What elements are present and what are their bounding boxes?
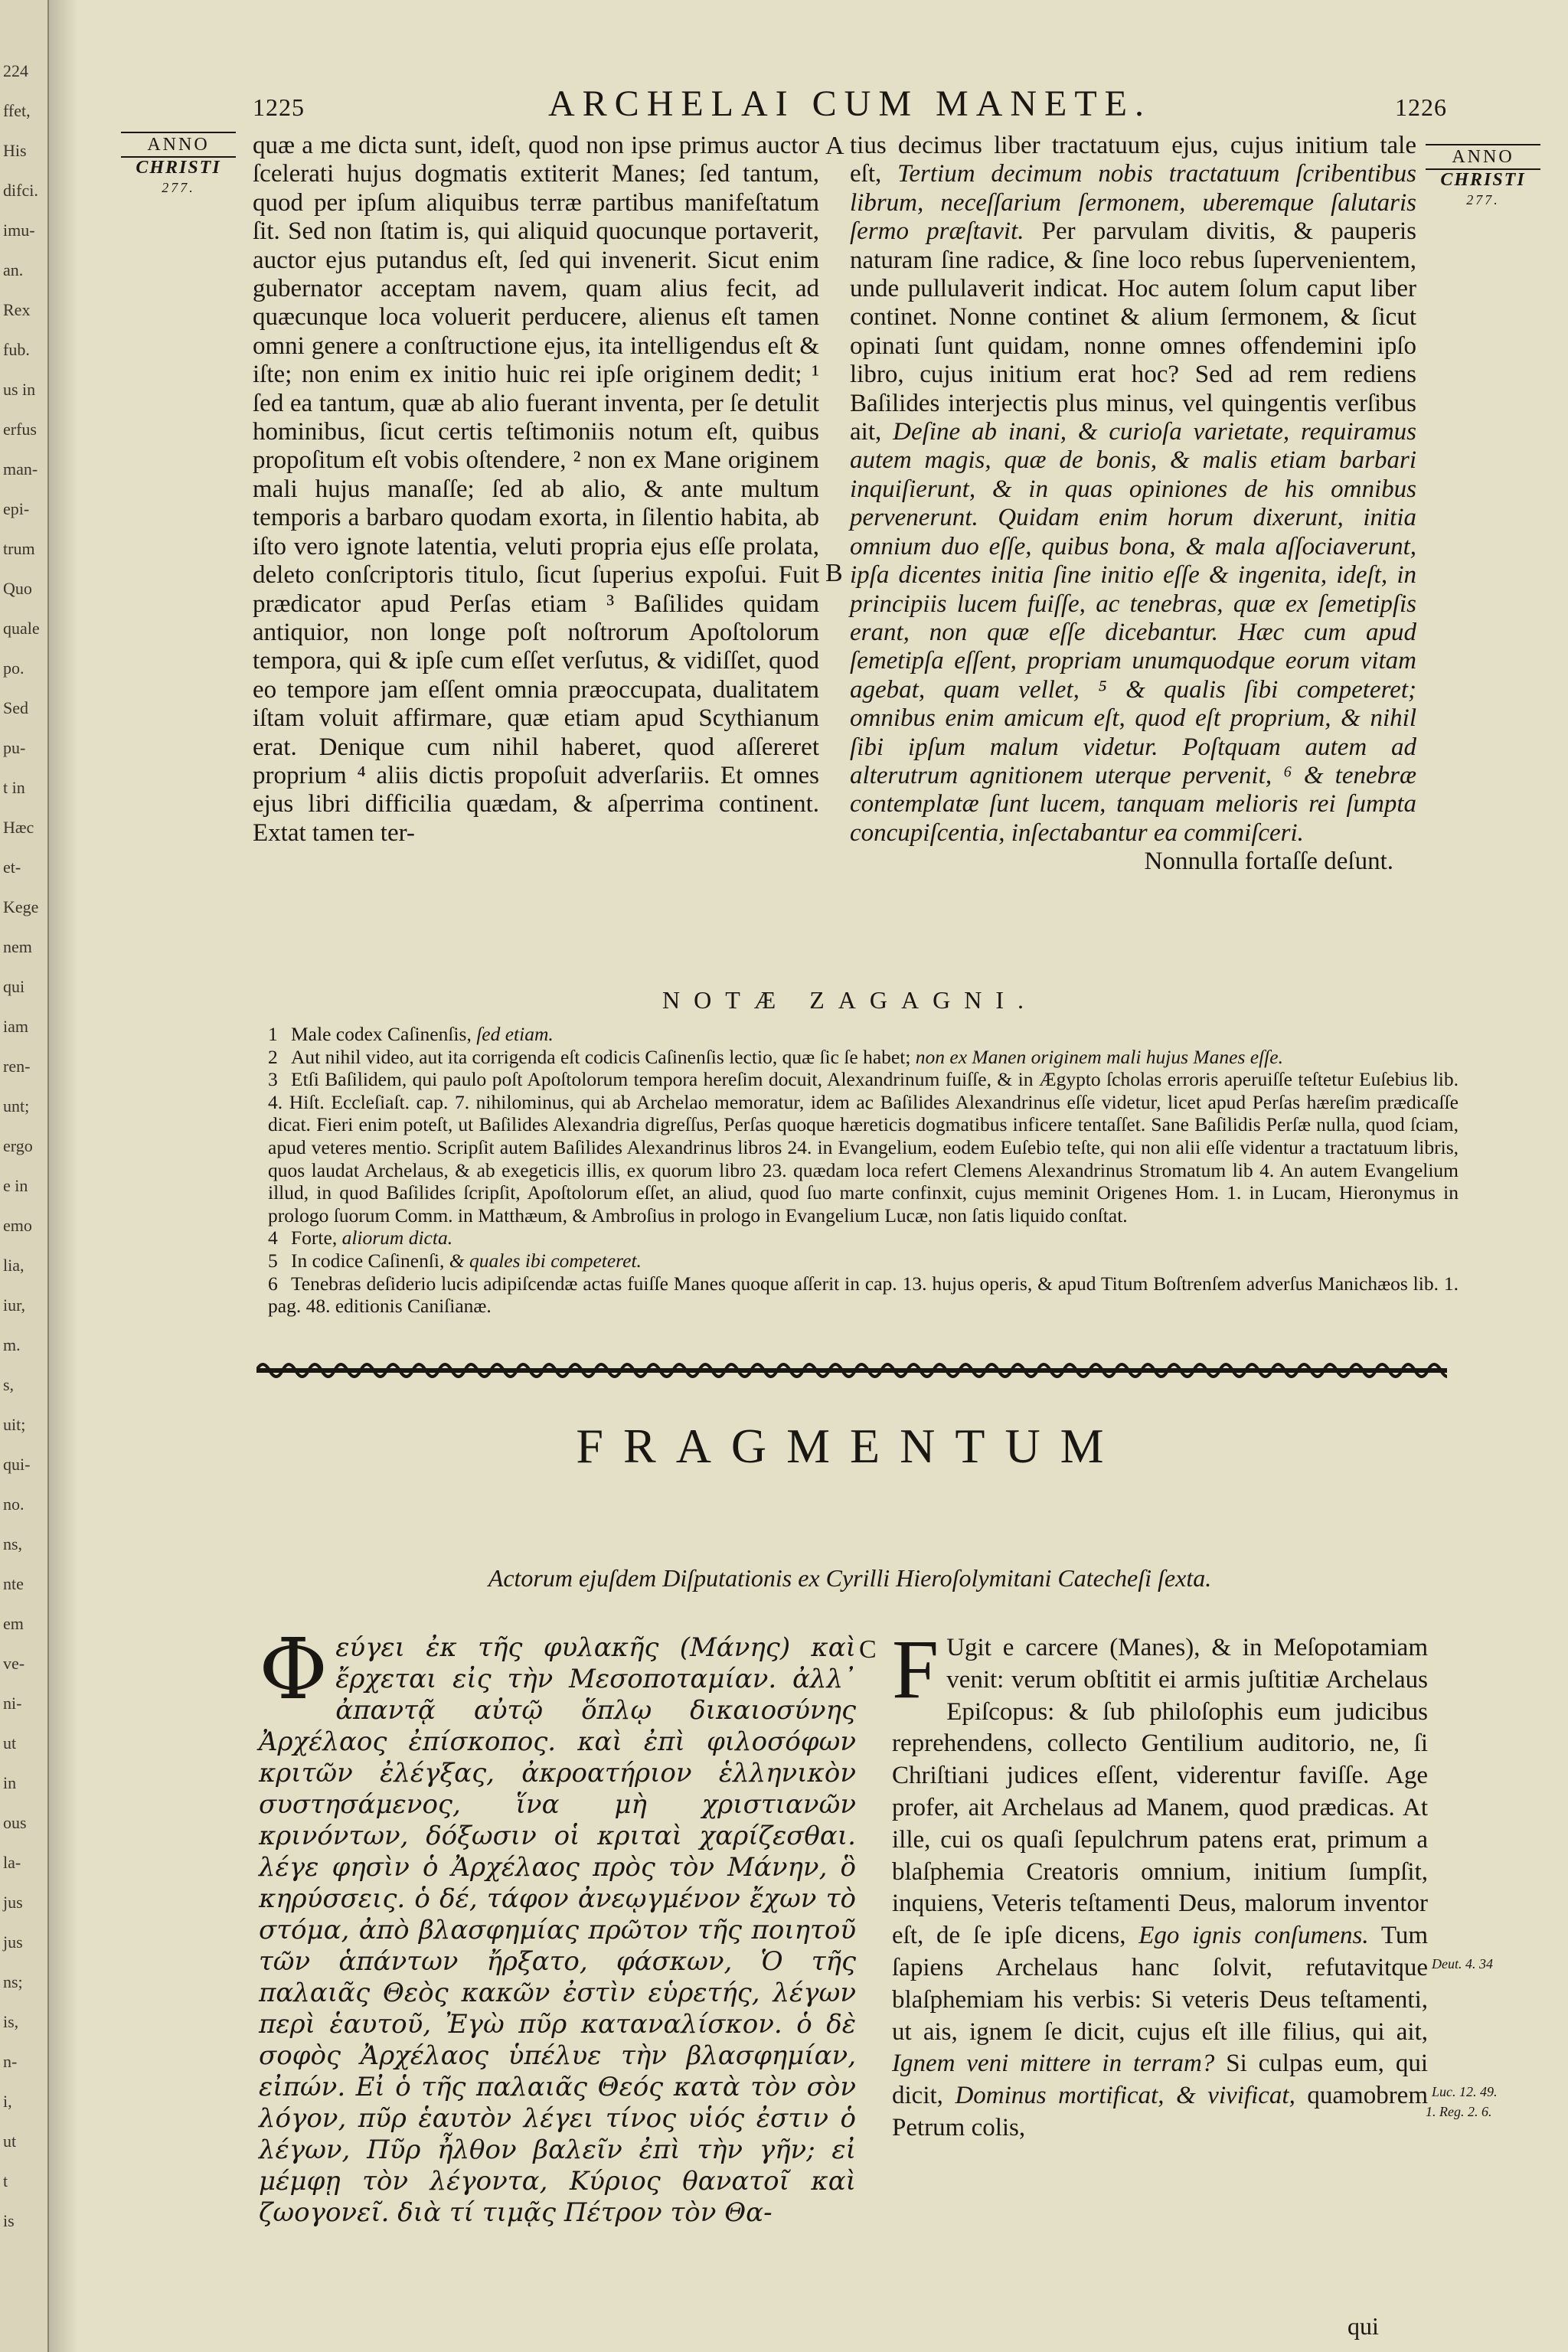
edge-fragment: ffet, [3, 101, 31, 120]
footnote-text: Tenebras deſiderio lucis adipiſcendæ actas fuiſſe Manes quoque aſſerit in cap. 13. hujus operis, & apud Titum Boſtrenſem adverſus Manichæos lib. 1. pag. 48. editionis Caniſianæ. [268, 1272, 1459, 1318]
notes-heading: NOTÆ ZAGAGNI. [662, 986, 1037, 1014]
edge-fragment: is, [3, 2012, 19, 2031]
footnote [268, 1068, 1459, 1227]
edge-fragment: erfus [3, 420, 37, 439]
edge-fragment: po. [3, 658, 24, 678]
lacuna-note: Nonnulla fortaſſe deſunt. [1144, 848, 1393, 876]
margin-marker-b: B [825, 559, 843, 587]
edge-fragment: s, [3, 1375, 15, 1394]
previous-page-edge [0, 0, 49, 2352]
anno-christi-left: ANNO CHRISTI 277. [121, 132, 236, 198]
edge-fragment: nem [3, 937, 32, 956]
edge-fragment: epi- [3, 499, 30, 518]
edge-fragment: is [3, 2211, 15, 2230]
edge-fragment: n- [3, 2052, 18, 2071]
edge-fragment: m. [3, 1335, 21, 1354]
edge-fragment: Rex [3, 300, 31, 319]
left-text-column [253, 132, 819, 848]
running-title: ARCHELAI CUM MANETE. [548, 83, 1152, 124]
footnote [268, 1250, 1459, 1272]
margin-marker-a: A [825, 132, 844, 160]
footnote-italic: non ex Manen originem mali hujus Manes eſſe. [915, 1045, 1283, 1068]
edge-fragment: ns, [3, 1534, 23, 1553]
edge-fragment: Sed [3, 698, 28, 717]
edge-fragment: iur, [3, 1295, 26, 1315]
margin-marker-c: C [859, 1635, 877, 1664]
footnote-number: 1 [268, 1023, 278, 1045]
edge-fragment: uit; [3, 1415, 26, 1434]
footnote [268, 1023, 1459, 1046]
ornamental-divider [256, 1355, 1447, 1386]
edge-fragment: ergo [3, 1136, 33, 1155]
edge-fragment: t [3, 2171, 8, 2190]
margin-ref-deut: Deut. 4. 34 [1432, 1956, 1493, 1971]
edge-fragment: unt; [3, 1096, 30, 1116]
footnote-text: Male codex Caſinenſis, [291, 1023, 477, 1045]
edge-fragment: emo [3, 1216, 32, 1235]
edge-fragment: t in [3, 778, 25, 797]
gutter-shadow [47, 0, 78, 2352]
edge-fragment: us in [3, 380, 36, 399]
footnote-number: 3 [268, 1068, 278, 1091]
anno-christi-right: ANNO CHRISTI 277. [1426, 144, 1540, 210]
edge-fragment: ns; [3, 1972, 23, 1991]
footnote-number: 2 [268, 1045, 278, 1068]
edge-fragment: jus [3, 1893, 23, 1912]
greek-text: εύγει ἐκ τῆς φυλακῆς (Μάνης) καὶ ἔρχεται εἰς τὴν Μεσοποταμίαν. ἀλλ᾽ ἀπαντᾷ αὐτῷ ὅπλῳ δικαιοσύνης Ἀρχέλαος ἐπίσκοπος. καὶ ἐπὶ φιλοσόφων κριτῶν ἐλέγξας, ἀκροατήριον ἑλληνικὸν συστησάμενος, ἵνα μὴ χριστιανῶν κρινόντων, δόξωσιν οἱ κριταὶ χαρίζεσθαι. λέγε φησὶν ὁ Ἀρχέλαος πρὸς τὸν Μάνην, ὃ κηρύσσεις. ὁ δέ, τάφον ἀνεῳγμένον ἔχων τὸ στόμα, ἀπὸ βλασφημίας πρῶτον τῆς ποιητοῦ τῶν ἁπάντων ἤρξατο, φάσκων, Ὁ τῆς παλαιᾶς Θεὸς κακῶν ἐστὶν εὑρετής, λέγων περὶ ἑαυτοῦ, Ἐγὼ πῦρ καταναλίσκον. ὁ δὲ σοφὸς Ἀρχέλαος ὑπέλυε τὴν βλασφημίαν, εἰπών. Εἰ ὁ τῆς παλαιᾶς Θεός κατὰ τὸν σὸν λόγον, πῦρ ἑαυτὸν λέγει τίνος υἱός ἐστιν ὁ λέγων, Πῦρ ἦλθον βαλεῖν ἐπὶ τὴν γῆν; εἰ μέμφῃ τὸν λέγοντα, Κύριος θανατοῖ καὶ ζωογονεῖ. διὰ τί τιμᾷς Πέτρον τὸν Θα- [259, 1632, 856, 2228]
footnote-text: Forte, [291, 1227, 342, 1250]
edge-fragment: ni- [3, 1694, 22, 1713]
edge-fragment: e in [3, 1176, 28, 1195]
edge-fragment: em [3, 1614, 24, 1633]
edge-fragment: man- [3, 459, 38, 479]
edge-fragment: difci. [3, 181, 38, 200]
footnote-text: Aut nihil video, aut ita corrigenda eſt codicis Caſinenſis lectio, quæ ſic ſe habet; [291, 1045, 916, 1068]
edge-fragment: Hæc [3, 818, 34, 837]
edge-fragment: Quo [3, 579, 32, 598]
edge-fragment: Kege [3, 897, 39, 916]
footnote-number: 4 [268, 1227, 278, 1250]
edge-fragment: jus [3, 1932, 23, 1952]
right-text-column [850, 132, 1416, 877]
edge-fragment: an. [3, 260, 24, 279]
edge-fragment: imu- [3, 220, 35, 240]
footnote-italic: aliorum dicta. [341, 1227, 453, 1250]
fragment-title: FRAGMENTUM [576, 1419, 1124, 1473]
edge-fragment: et- [3, 858, 21, 877]
latin-translation-text: F Ugit e carcere (Manes), & in Meſopotamiam venit: verum obſtitit ei armis juſtitiæ Archelaus Epiſcopus: & ſub philoſophis eum judicibus reprehendens, collecto Gentilium auditorio, ne, ſi Chriſtiani judices eſſent, viderentur faviſſe. Age profer, ait Archelaus ad Manem, quod prædicas. At ille, cui os quaſi ſepulchrum patens erat, primum a blaſphemia Creatoris omnium, initium ſumpſit, inquiens, Veteris teſtamenti Deus, malorum inventor eſt, de ſe ipſe dicens, Ego ignis conſumens. Tum ſapiens Archelaus hanc ſolvit, refutavitque blaſphemiam his verbis: Si veteris Deus teſtamenti, ut ais, ignem ſe dicit, cujus eſt ille filius, qui ait, Ignem veni mittere in terram? Si culpas eum, qui dicit, Dominus mortificat, & vivificat, quamobrem Petrum colis, [892, 1622, 1428, 2141]
footnotes [268, 1023, 1459, 1318]
footnote-italic: ſed etiam. [476, 1023, 554, 1045]
footnote [268, 1227, 1459, 1250]
right-column-paragraph: tius decimus liber tractatuum ejus, cujus initium tale eſt, Tertium decimum nobis tractatuum ſcribentibus librum, neceſſarium ſermonem, uberemque ſalutaris ſermo præſtavit. Per parvulam divitis, & pauperis naturam ſine radice, & ſine loco rebus ſupervenientem, unde pullulaverit indicat. Hoc autem ſolum caput liber continet. Nonne continet & alium ſermonem, & ſicut opinati ſunt quidam, nonne omnes offendemini ipſo libro, cujus initium erat hoc? Sed ad rem rediens Baſilides interjectis plus minus, vel quingentis verſibus ait, Deſine ab inani, & curioſa varietate, requiramus autem magis, quæ de bonis, & malis etiam barbari inquiſierunt, & in quas opiniones de his omnibus pervenerunt. Quidam enim horum dixerunt, initia omnium duo eſſe, quibus bona, & mala aſſociaverunt, ipſa dicentes initia ſine initio eſſe & ingenita, ideſt, in principiis lucem fuiſſe, ac tenebras, quæ ex ſemetipſis erant, non quæ eſſe dicebantur. Hæc cum apud ſemetipſa eſſent, propriam unumquodque eorum vitam agebat, quam vellet, ⁵ & qualis ſibi competeret; omnibus enim amicum eſt, quod eſt proprium, & nihil ſibi ipſum malum videtur. Poſtquam autem ad alterutrum agnitionem uterque pervenit, ⁶ & tenebræ contemplatæ ſunt lucem, tanquam melioris rei ſumpta concupiſcentia, inſectabantur ea commiſceri. [850, 132, 1416, 847]
edge-fragment: ren- [3, 1057, 31, 1076]
edge-fragment: la- [3, 1853, 21, 1872]
fragment-subtitle: Actorum ejuſdem Diſputationis ex Cyrilli Hieroſolymitani Catecheſi ſexta. [488, 1564, 1212, 1592]
footnote-italic: & quales ibi competeret. [449, 1249, 642, 1272]
edge-fragment: ve- [3, 1654, 25, 1673]
footnote-number: 5 [268, 1249, 278, 1272]
page-number-left: 1225 [253, 93, 305, 121]
edge-fragment: i, [3, 2092, 12, 2111]
edge-fragment: iam [3, 1017, 28, 1036]
edge-fragment: pu- [3, 738, 26, 757]
edge-fragment: qui [3, 977, 25, 996]
edge-fragment: quale [3, 619, 40, 638]
page-header [253, 83, 1447, 129]
edge-fragment: lia, [3, 1256, 24, 1275]
edge-fragment: ut [3, 2132, 17, 2151]
greek-text-column [259, 1620, 856, 2229]
edge-fragment: qui- [3, 1455, 31, 1474]
footnote [268, 1272, 1459, 1318]
edge-fragment: 224 [3, 61, 28, 80]
margin-ref-luc: Luc. 12. 49. [1432, 2084, 1498, 2099]
latin-drop-cap: F [892, 1622, 939, 1716]
footnote-text: Etſi Baſilidem, qui paulo poſt Apoſtolorum tempora hereſim docuit, Alexandrinum fuiſſe, & in Ægypto ſcholas erroris aperuiſſe teſtetur Euſebius lib. 4. Hiſt. Eccleſiaſt. cap. 7. nihilominus, qui ab Archelao memoratur, idem ac Baſilides Alexandrinus eſſe videtur, licet apud Perſas hæreſim prædicaſſe dicat. Fieri enim poteſt, ut Baſilides Alexandria digreſſus, Perſas quoque hæreticis dogmatibus inficere tentaſſet. Sane Baſilidis Perſæ nulla, quod ſciam, apud veteres mentio. Scripſit autem Baſilides Alexandrinus libros 24. in Evangelium, eodem Euſebio teſte, qui non alii eſſe videntur a tractatuum libris, quos laudat Archelaus, & ab exegeticis illis, ex quorum libro 23. quædam loca refert Clemens Alexandrinus Stromatum lib 4. An autem Evangelium illud, in quod Baſilides ſcripſit, Apoſtolorum eſſet, an aliud, quod ſuo marte confinxit, cujus meminit Origenes Hom. 1. in Lucam, Hieronymus in prologo ſuorum Comm. in Matthæum, & Ambroſius in prologo in Evangelium Lucæ, non ſatis liquido conſtat. [268, 1068, 1459, 1227]
margin-ref-reg: 1. Reg. 2. 6. [1426, 2104, 1492, 2119]
footnote-text: In codice Caſinenſi, [291, 1249, 449, 1272]
greek-drop-cap: Φ [259, 1620, 328, 1718]
edge-fragment: ut [3, 1733, 17, 1753]
edge-fragment: in [3, 1773, 17, 1792]
catchword: qui [1348, 2312, 1379, 2340]
edge-fragment: nte [3, 1574, 24, 1593]
left-column-text: quæ a me dicta sunt, ideſt, quod non ipse primus auctor ſcelerati hujus dogmatis extiterit Manes; ſed tantum, quod per ipſum aliquibus terræ partibus manifeſtatum ſit. Sed non ſtatim is, qui aliquid quocunque portaverit, auctor ejus putandus eſt, ſed qui invenerit. Sicut enim gubernator acceptam navem, quam alius fecit, ad quæcunque loca voluerit perducere, alienus eſt tamen omni genere a conſtructione ejus, ita intelligendus eſt & iſte; non enim ex initio huic rei ipſe originem dedit; ¹ ſed ea tantum, quæ ab alio fuerant inventa, per ſe detulit hominibus, ſicut certis teſtimoniis notum eſt, quibus propoſitum eſt vobis oſtendere, ² non ex Mane originem mali hujus manaſſe; ſed ab alio, & ante multum temporis a barbaro quodam exorta, in ſilentio habita, ab iſto vero ignote latentia, veluti propria ejus eſſe prolata, deleto conſcriptoris titulo, ſicut ſuperius expoſui. Fuit prædicator apud Perſas etiam ³ Baſilides quidam antiquior, non longe poſt noſtrorum Apoſtolorum tempora, qui & ipſe cum eſſet verſutus, & vidiſſet, quod eo tempore jam eſſent omnia præoccupata, dualitatem iſtam voluit affirmare, quæ etiam apud Scythianum erat. Denique cum nihil haberet, quod aſſereret proprium ⁴ aliis dictis propoſuit adverſariis. Et omnes ejus libri difficilia quædam, & aſperrima continent. Extat tamen ter- [253, 132, 819, 847]
edge-fragment: His [3, 141, 27, 160]
footnote-number: 6 [268, 1272, 278, 1295]
edge-fragment: no. [3, 1494, 24, 1514]
edge-fragment: ous [3, 1813, 27, 1832]
latin-translation-column [892, 1622, 1428, 2145]
edge-fragment: trum [3, 539, 35, 558]
page-number-right: 1226 [1395, 93, 1447, 121]
footnote [268, 1046, 1459, 1069]
edge-fragment: fub. [3, 340, 30, 359]
